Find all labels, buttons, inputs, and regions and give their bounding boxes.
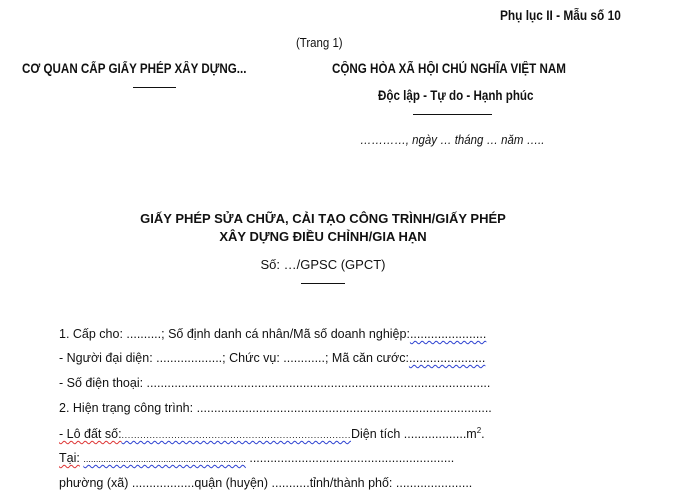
line-representative: - Người đại diện: ...................; Chức vụ: ............; Mã căn cước:...................... — [59, 351, 486, 365]
agency-rule — [133, 87, 176, 88]
nation-title: CỘNG HÒA XÃ HỘI CHỦ NGHĨA VIỆT NAM — [332, 61, 566, 76]
line-land-lot: - Lô đất số:..........................................................................Diện tích $..................m^2$. — [59, 426, 485, 442]
agency-name: CƠ QUAN CẤP GIẤY PHÉP XÂY DỰNG... — [22, 61, 247, 76]
page-label: (Trang 1) — [296, 35, 343, 50]
document-title-line1: GIẤY PHÉP SỬA CHỮA, CẢI TẠO CÔNG TRÌNH/GIẤY PHÉP — [140, 211, 506, 226]
number-rule — [301, 283, 345, 284]
line-current-state: 2. Hiện trạng công trình: ..................................................................................... — [59, 401, 492, 415]
line-phone: - Số điện thoại: ................................................................................................... — [59, 376, 491, 390]
line-issued-to: 1. Cấp cho: ..........; Số định danh cá nhân/Mã số doanh nghiệp:...................... — [59, 327, 487, 341]
document-number: Số: …/GPSC (GPCT) — [260, 257, 386, 272]
motto: Độc lập - Tự do - Hạnh phúc — [378, 88, 534, 103]
document-title-line2: XÂY DỰNG ĐIỀU CHỈNH/GIA HẠN — [219, 229, 427, 244]
line-location: Tại: ................................................................. ........................................................... — [59, 451, 455, 465]
appendix-label: Phụ lục II - Mẫu số 10 — [500, 8, 621, 23]
motto-rule — [413, 114, 492, 115]
date-line: …………, ngày … tháng … năm ….. — [360, 132, 545, 147]
line-ward-district: phường (xã) ..................quận (huyện) ...........tỉnh/thành phố: ...................... — [59, 476, 473, 490]
